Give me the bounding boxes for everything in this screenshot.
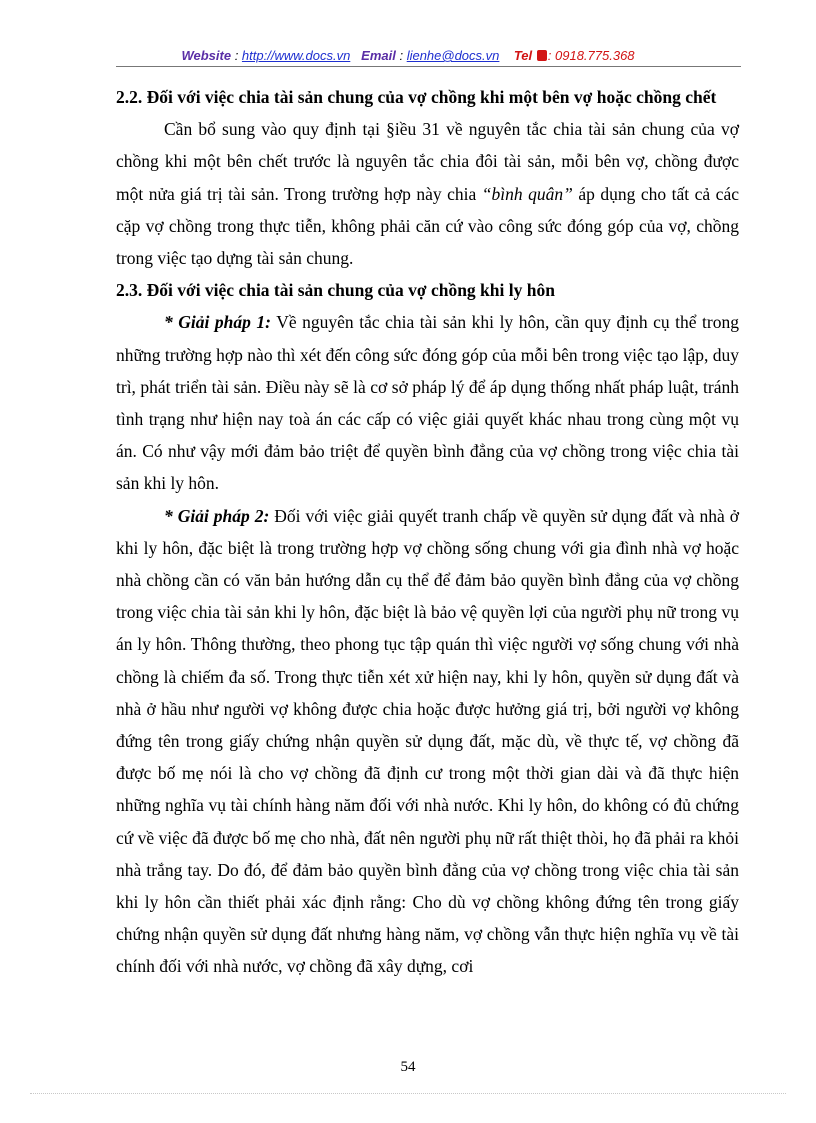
solution-2-text: Đối với việc giải quyết tranh chấp về quyền sử dụng đất và nhà ở khi ly hôn, đặc biệt là trong trường hợp vợ chồng sống chung với gia đình nhà vợ hoặc nhà chồng cần có văn bản hướng dẫn cụ thể để đảm bảo quyền bình đẳng của vợ chồng trong việc chia tài sản khi ly hôn, đặc biệt là bảo vệ quyền lợi của người phụ nữ trong vụ án ly hôn. Thông thường, theo phong tục tập quán thì việc người vợ sống chung với nhà chồng là chiếm đa số. Trong thực tiễn xét xử hiện nay, khi ly hôn, quyền sử dụng đất và nhà ở hầu như người vợ không được chia hoặc được hưởng giá trị, bởi người vợ không đứng tên trong giấy chứng nhận quyền sử dụng đất, mặc dù, về thực tế, vợ chồng đã được bố mẹ nói là cho vợ chồng đã định cư trong một thời gian dài và đã thực hiện những nghĩa vụ tài chính hàng năm đối với nhà nước. Khi ly hôn, do không có đủ chứng cứ về việc đã được bố mẹ cho nhà, đất nên người phụ nữ rất thiệt thòi, họ đã phải ra khỏi nhà trắng tay. Do đó, để đảm bảo quyền bình đẳng của vợ chồng trong việc chia tài sản khi ly hôn cần thiết phải xác định rằng: Cho dù vợ chồng không đứng tên trong giấy chứng nhận quyền sử dụng đất nhưng hàng năm, vợ chồng vẫn thực hiện nghĩa vụ về tài chính đối với nhà nước, vợ chồng đã xây dựng, cơi: [116, 505, 739, 977]
section-heading-2-3: 2.3. Đối với việc chia tài sản chung của vợ chồng khi ly hôn: [116, 280, 555, 301]
website-link[interactable]: http://www.docs.vn: [241, 48, 351, 63]
page-number: 54: [400, 1059, 416, 1075]
solution-1-label: * Giải pháp 1:: [164, 312, 272, 333]
email-link[interactable]: lienhe@docs.vn: [406, 48, 500, 63]
email-label: Email: [361, 48, 396, 63]
phone-icon: [537, 50, 547, 61]
website-label: Website: [181, 48, 232, 63]
solution-2-label: * Giải pháp 2:: [164, 505, 270, 526]
website-separator: :: [231, 48, 242, 63]
page-header: [0, 47, 816, 65]
header-divider: [116, 66, 741, 67]
paragraph-2-2-quote: “bình quân”: [481, 183, 573, 204]
tel-label: Tel: [513, 48, 533, 63]
paragraph-2-2-text-after: áp dụng cho tất cả các cặp vợ chồng trong thực tiễn, không phải căn cứ vào công sức đóng góp của vợ, chồng trong việc tạo dựng tài sản chung.: [116, 183, 739, 269]
email-separator: :: [395, 48, 407, 63]
tel-value: : 0918.775.368: [547, 48, 635, 63]
section-heading-2-2: 2.2. Đối với việc chia tài sản chung của vợ chồng khi một bên vợ hoặc chồng chết: [116, 87, 717, 107]
paragraph-2-2: [116, 113, 739, 274]
document-body: [116, 81, 739, 983]
page-bottom-divider: [30, 1093, 786, 1094]
paragraph-2-2-text-before: Cần bổ sung vào quy định tại §iều 31 về nguyên tắc chia tài sản chung của vợ chồng khi một bên chết trước là nguyên tắc chia đôi tài sản, mỗi bên vợ, chồng được một nửa giá trị tài sản. Trong trường hợp này chia: [116, 119, 739, 204]
solution-1-paragraph: [116, 306, 739, 499]
solution-1-text: Về nguyên tắc chia tài sản khi ly hôn, cần quy định cụ thể trong những trường hợp nào thì xét đến công sức đóng góp của mỗi bên trong việc tạo lập, duy trì, phát triển tài sản. Điều này sẽ là cơ sở pháp lý để áp dụng thống nhất pháp luật, tránh tình trạng như hiện nay toà án các cấp có việc giải quyết khác nhau trong cùng một vụ án. Có như vậy mới đảm bảo triệt để quyền bình đẳng của vợ chồng trong việc chia tài sản khi ly hôn.: [116, 312, 739, 494]
solution-2-paragraph: [116, 500, 739, 983]
